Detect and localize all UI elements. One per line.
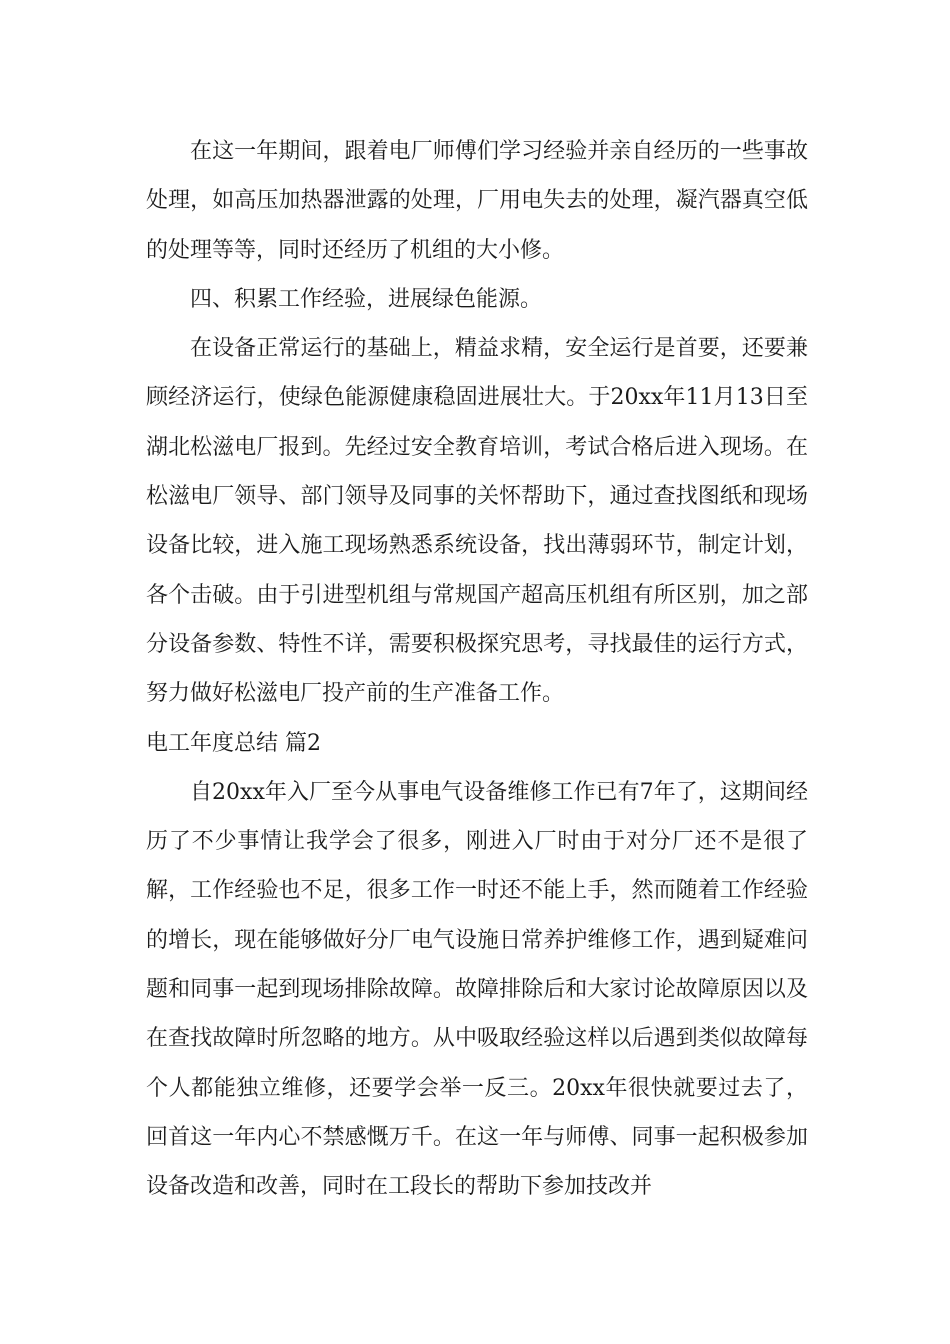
paragraph-green-energy: 在设备正常运行的基础上，精益求精，安全运行是首要，还要兼顾经济运行，使绿色能源健康稳固进展壮大。于20xx年11月13日至湖北松滋电厂报到。先经过安全教育培训，考试合格后进入现场。在松滋电厂领导、部门领导及同事的关怀帮助下，通过查找图纸和现场设备比较，进入施工现场熟悉系统设备，找出薄弱环节，制定计划，各个击破。由于引进型机组与常规国产超高压机组有所区别，加之部分设备参数、特性不详，需要积极探究思考，寻找最佳的运行方式，努力做好松滋电厂投产前的生产准备工作。 xyxy=(146,336,808,707)
heading-section-four: 四、积累工作经验，进展绿色能源。 xyxy=(190,286,543,312)
document-body xyxy=(146,127,808,1212)
paragraph-accident-handling: 在这一年期间，跟着电厂师傅们学习经验并亲自经历的一些事故处理，如高压加热器泄露的处理，厂用电失去的处理，凝汽器真空低的处理等等，同时还经历了机组的大小修。 xyxy=(146,139,808,263)
paragraph-maintenance-work: 自20xx年入厂至今从事电气设备维修工作已有7年了，这期间经历了不少事情让我学会了很多，刚进入厂时由于对分厂还不是很了解，工作经验也不足，很多工作一时还不能上手，然而随着工作经验的增长，现在能够做好分厂电气设施日常养护维修工作，遇到疑难问题和同事一起到现场排除故障。故障排除后和大家讨论故障原因以及在查找故障时所忽略的地方。从中吸取经验这样以后遇到类似故障每个人都能独立维修，还要学会举一反三。20xx年很快就要过去了，回首这一年内心不禁感慨万千。在这一年与师傅、同事一起积极参加设备改造和改善，同时在工段长的帮助下参加技改并 xyxy=(146,779,808,1200)
section-title: 电工年度总结 篇2 xyxy=(146,730,321,756)
